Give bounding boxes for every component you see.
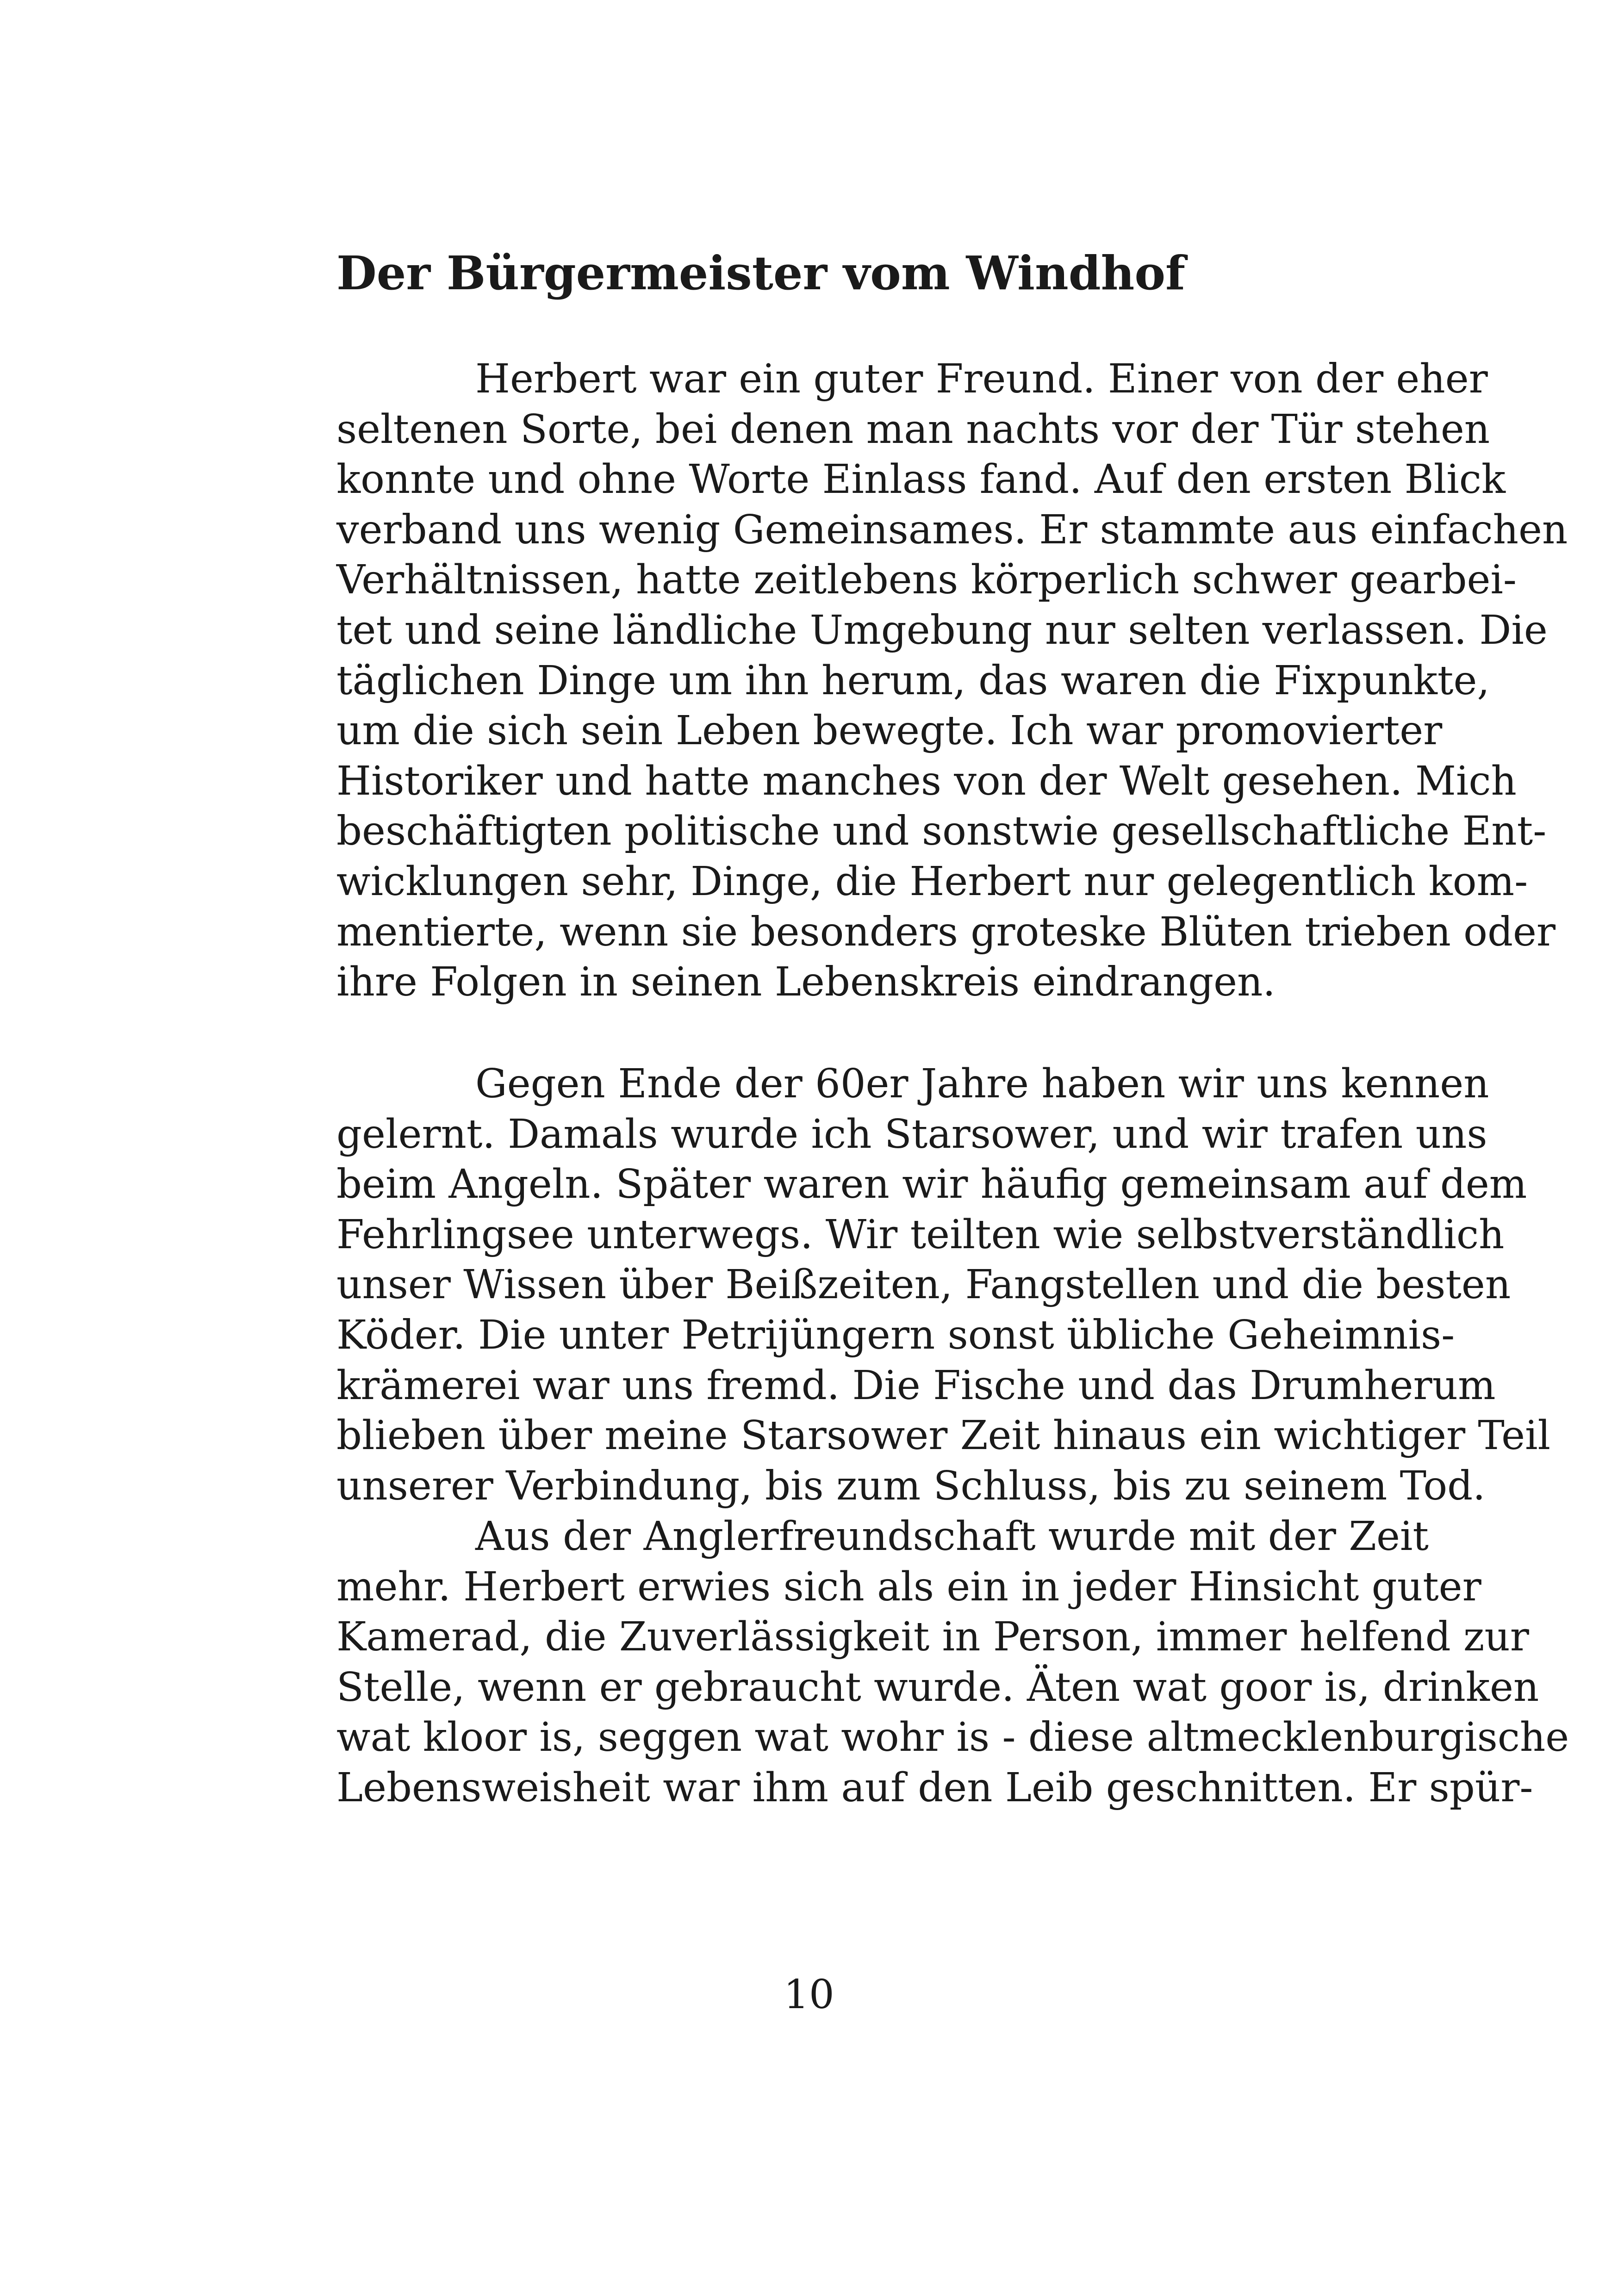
text-line: Lebensweisheit war ihm auf den Leib geschnitten. Er spür-: [336, 1764, 1533, 1811]
text-line: gelernt. Damals wurde ich Starsower, und wir trafen uns: [336, 1111, 1487, 1157]
text-line: seltenen Sorte, bei denen man nachts vor der Tür stehen: [336, 406, 1490, 453]
paragraph-1: [336, 354, 1568, 1008]
text-line: tet und seine ländliche Umgebung nur selten verlassen. Die: [336, 607, 1548, 653]
text-line: blieben über meine Starsower Zeit hinaus ein wichtiger Teil: [336, 1412, 1550, 1459]
text-line: konnte und ohne Worte Einlass fand. Auf den ersten Blick: [336, 456, 1506, 503]
text-line: Köder. Die unter Petrijüngern sonst übliche Geheimnis-: [336, 1312, 1455, 1358]
text-line: Verhältnissen, hatte zeitlebens körperlich schwer gearbei-: [336, 557, 1517, 604]
page-number: 10: [784, 1972, 834, 2018]
text-line: beschäftigten politische und sonstwie gesellschaftliche Ent-: [336, 808, 1547, 855]
text-line: Stelle, wenn er gebraucht wurde. Äten wat goor is, drinken: [336, 1664, 1539, 1711]
text-line: unserer Verbindung, bis zum Schluss, bis zu seinem Tod.: [336, 1462, 1486, 1509]
text-line: Kamerad, die Zuverlässigkeit in Person, immer helfend zur: [336, 1614, 1529, 1661]
text-line: verband uns wenig Gemeinsames. Er stammte aus einfachen: [336, 506, 1568, 553]
text-line: wat kloor is, seggen wat wohr is - diese altmecklenburgische: [336, 1714, 1569, 1761]
text-line: Historiker und hatte manches von der Welt gesehen. Mich: [336, 758, 1517, 804]
text-line: ihre Folgen in seinen Lebenskreis eindrangen.: [336, 959, 1276, 1006]
text-line: mentierte, wenn sie besonders groteske Blüten trieben oder: [336, 908, 1556, 955]
text-line: Aus der Anglerfreundschaft wurde mit der Zeit: [475, 1513, 1429, 1560]
text-line: täglichen Dinge um ihn herum, das waren die Fixpunkte,: [336, 657, 1490, 704]
text-line: Gegen Ende der 60er Jahre haben wir uns kennen: [475, 1061, 1489, 1107]
text-line: Fehrlingsee unterwegs. Wir teilten wie selbstverständlich: [336, 1211, 1505, 1258]
chapter-title: Der Bürgermeister vom Windhof: [336, 246, 1186, 300]
text-line: beim Angeln. Später waren wir häufig gemeinsam auf dem: [336, 1161, 1527, 1208]
text-line: Herbert war ein guter Freund. Einer von der eher: [475, 356, 1488, 402]
paragraph-3: [336, 1512, 1569, 1813]
text-line: unser Wissen über Beißzeiten, Fangstellen und die besten: [336, 1262, 1511, 1308]
text-line: mehr. Herbert erwies sich als ein in jeder Hinsicht guter: [336, 1563, 1481, 1610]
paragraph-2: [336, 1059, 1550, 1511]
text-line: um die sich sein Leben bewegte. Ich war promovierter: [336, 708, 1443, 754]
text-line: wicklungen sehr, Dinge, die Herbert nur gelegentlich kom-: [336, 858, 1528, 905]
text-line: krämerei war uns fremd. Die Fische und das Drumherum: [336, 1362, 1496, 1409]
